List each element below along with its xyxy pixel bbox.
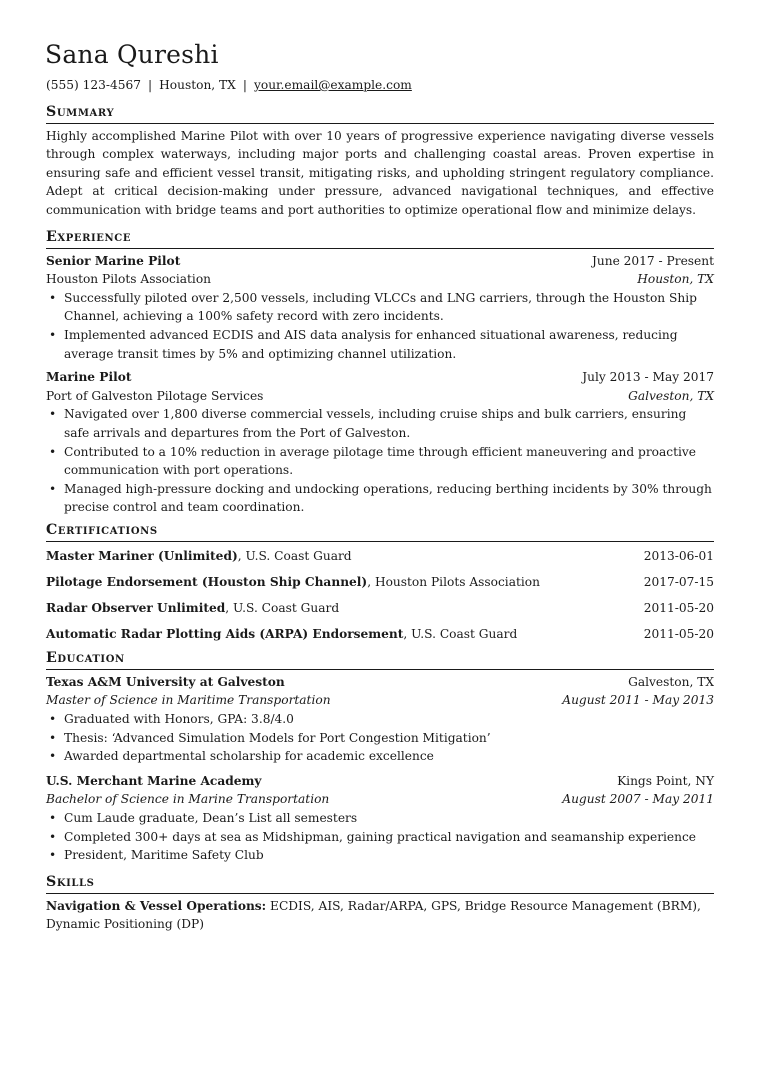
edu-bullets: [46, 809, 714, 865]
cert-date: 2011-05-20: [643, 627, 714, 642]
edu-dates: August 2007 - May 2011: [562, 792, 714, 807]
job-org: Port of Galveston Pilotage Services: [46, 388, 264, 403]
cert-name: Automatic Radar Plotting Aids (ARPA) Endorsement: [46, 627, 404, 642]
list-item: • Managed high-pressure docking and undocking operations, reducing berthing incidents by 30% through precise control and team coordination.: [64, 480, 714, 517]
cert-date: 2013-06-01: [643, 548, 714, 563]
job-role: Senior Marine Pilot: [46, 253, 181, 268]
email-link[interactable]: your.email@example.com: [253, 78, 412, 92]
section-title-experience: Experience: [46, 229, 714, 249]
cert-row: [46, 573, 714, 592]
section-title-education: Education: [46, 650, 714, 670]
section-title-summary: Summary: [46, 104, 714, 124]
job-entry: [46, 368, 714, 517]
edu-dates: August 2011 - May 2013: [562, 693, 714, 708]
job-location: Galveston, TX: [628, 388, 714, 403]
list-item: • Successfully piloted over 2,500 vessels, including VLCCs and LNG carriers, through the Houston Ship Channel, achieving a 100% safety record with zero incidents.: [64, 289, 714, 326]
list-item: • Completed 300+ days at sea as Midshipman, gaining practical navigation and seamanship experience: [64, 828, 714, 847]
degree: Bachelor of Science in Marine Transportation: [46, 792, 330, 807]
job-bullets: [46, 289, 714, 363]
school-location: Galveston, TX: [628, 674, 714, 689]
skills-line: [46, 897, 714, 934]
school-location: Kings Point, NY: [617, 773, 714, 788]
list-item: • Thesis: ‘Advanced Simulation Models for Port Congestion Mitigation’: [64, 729, 714, 748]
cert-issuer: , U.S. Coast Guard: [403, 627, 518, 642]
cert-name: Radar Observer Unlimited: [46, 601, 226, 616]
list-item: • Implemented advanced ECDIS and AIS data analysis for enhanced situational awareness, reducing average transit times by 5% and optimizing channel utilization.: [64, 326, 714, 363]
job-org: Houston Pilots Association: [46, 272, 212, 287]
cert-row: [46, 625, 714, 644]
list-item: • Awarded departmental scholarship for academic excellence: [64, 747, 714, 766]
cert-date: 2011-05-20: [643, 601, 714, 616]
candidate-name: Sana Qureshi: [45, 40, 219, 69]
cert-date: 2017-07-15: [643, 574, 714, 589]
education-entry: [46, 772, 714, 865]
job-dates: June 2017 - Present: [591, 253, 714, 268]
cert-issuer: , Houston Pilots Association: [367, 574, 540, 589]
job-bullets: [46, 405, 714, 517]
contact-line: [46, 76, 714, 95]
cert-name: Pilotage Endorsement (Houston Ship Channel): [46, 574, 368, 589]
job-dates: July 2013 - May 2017: [582, 370, 714, 385]
cert-name: Master Mariner (Unlimited): [46, 548, 238, 563]
list-item: • Navigated over 1,800 diverse commercial vessels, including cruise ships and bulk carriers, ensuring safe arrivals and departures from the Port of Galveston.: [64, 405, 714, 442]
cert-row: [46, 599, 714, 618]
list-item: • Contributed to a 10% reduction in average pilotage time through efficient maneuvering and proactive communication with port operations.: [64, 443, 714, 480]
school-name: U.S. Merchant Marine Academy: [46, 773, 262, 788]
job-location: Houston, TX: [637, 272, 714, 287]
skills-text: ECDIS, AIS, Radar/ARPA, GPS, Bridge Resource Management (BRM), Dynamic Positioning (DP): [46, 898, 701, 932]
phone: (555) 123-4567: [46, 78, 142, 92]
job-entry: [46, 252, 714, 364]
skills-label: Navigation & Vessel Operations:: [46, 898, 267, 913]
list-item: • Cum Laude graduate, Dean’s List all semesters: [64, 809, 714, 828]
section-title-certifications: Certifications: [46, 522, 714, 542]
list-item: • President, Maritime Safety Club: [64, 846, 714, 865]
cert-issuer: , U.S. Coast Guard: [237, 548, 352, 563]
job-role: Marine Pilot: [46, 370, 132, 385]
edu-bullets: [46, 710, 714, 766]
list-item: • Graduated with Honors, GPA: 3.8/4.0: [64, 710, 714, 729]
school-name: Texas A&M University at Galveston: [46, 674, 285, 689]
cert-issuer: , U.S. Coast Guard: [225, 601, 340, 616]
summary-text: Highly accomplished Marine Pilot with over 10 years of progressive experience navigating diverse vessels through complex waterways, including major ports and challenging coastal areas. Proven expertise in ensuring safe and efficient vessel transit, mitigating risks, and upholding stringent regulatory compliance. Adept at critical decision-making under pressure, advanced navigational techniques, and effective communication with bridge teams and port authorities to optimize operational flow and minimize delays.: [46, 128, 714, 217]
location: Houston, TX: [159, 78, 236, 92]
section-title-skills: Skills: [46, 874, 714, 894]
degree: Master of Science in Maritime Transportation: [46, 693, 331, 708]
education-entry: [46, 673, 714, 766]
separator: |: [148, 78, 153, 92]
cert-row: [46, 547, 714, 566]
separator: |: [242, 78, 247, 92]
